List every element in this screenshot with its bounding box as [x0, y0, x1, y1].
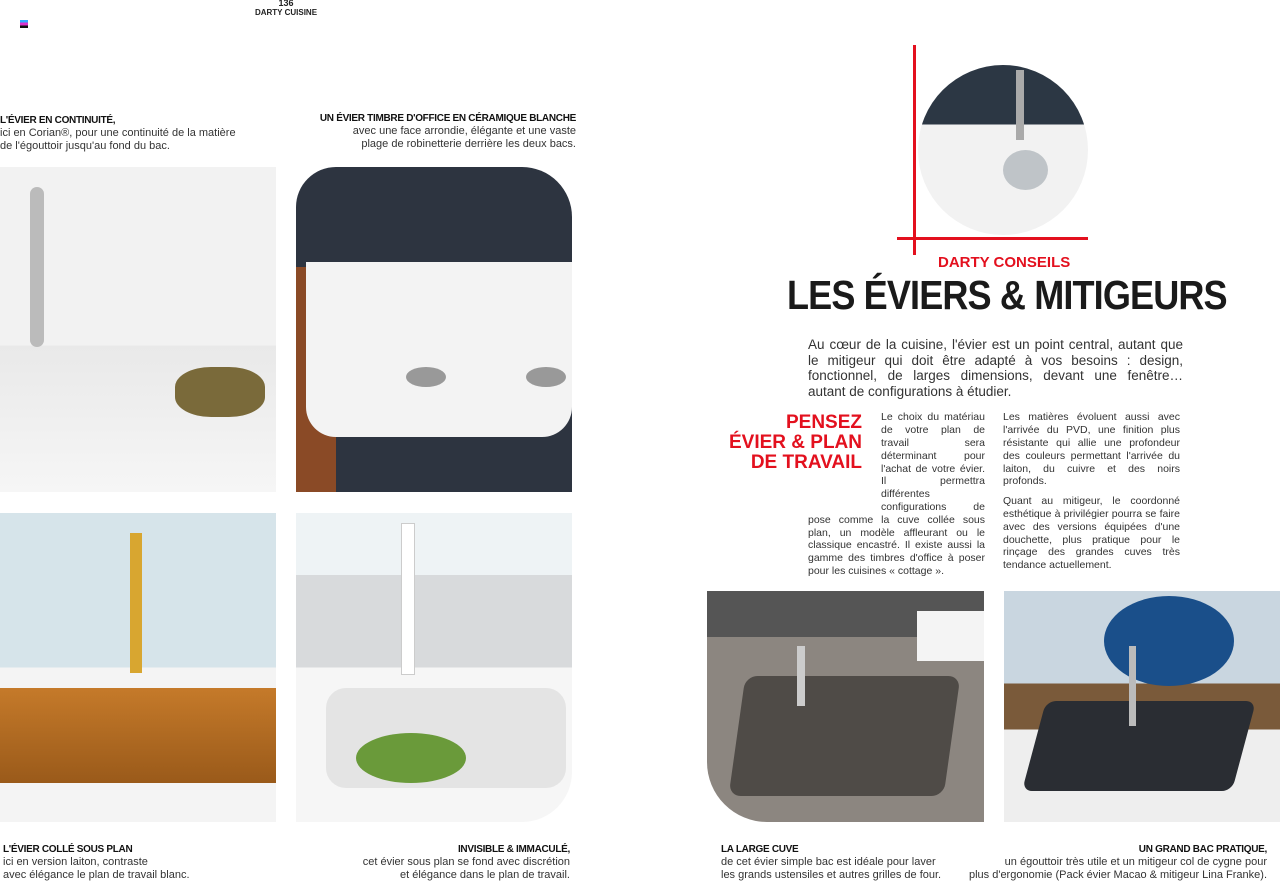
kicker: DARTY CONSEILS — [938, 254, 1071, 271]
column1-bottom: comme la cuve collée sous plan, un modèle affleurant ou le classique encastré. Il existe aussi la gamme des timbres d'office à poser pour les cuisines « cottage ». — [808, 513, 985, 577]
page-number: 136 — [278, 0, 294, 8]
column2 — [1003, 411, 1180, 579]
photo-brass-sink — [0, 513, 276, 822]
column2-paragraph2: Quant au mitigeur, le coordonné esthétique à privilégier pourra se faire avec des versions équipées d'une douchette, plus pratique pour le rinçage des grandes cuves très tendance actuellement. — [1003, 495, 1180, 572]
column2-paragraph1: Les matières évoluent aussi avec l'arrivée du PVD, une finition plus résistante qui allie une profondeur des couleurs permettant l'arrivée du laiton, du cuivre et des noirs profonds. — [1003, 411, 1180, 488]
section-heading: PENSEZ ÉVIER & PLAN DE TRAVAIL — [728, 412, 862, 474]
page-title: LES ÉVIERS & MITIGEURS — [787, 272, 1227, 318]
column1-top: Le choix du matériau de votre plan de travail sera déterminant pour l'achat de votre évier. Il permettra différentes configurations de pose — [808, 411, 985, 526]
caption-invisible: INVISIBLE & IMMACULÉ, cet évier sous plan se fond avec discrétion et élégance dans le plan de travail. — [362, 844, 570, 881]
article-columns — [720, 411, 1183, 579]
photo-dark-sink — [1004, 591, 1280, 822]
caption-large-bowl: LA LARGE CUVE de cet évier simple bac est idéale pour laver les grands ustensiles et autres grilles de four. — [721, 844, 942, 881]
caption-corian: L'ÉVIER EN CONTINUITÉ, ici en Corian®, pour une continuité de la matière de l'égouttoir jusqu'au fond du bac. — [0, 115, 236, 152]
caption-large-practical: UN GRAND BAC PRATIQUE, un égouttoir très utile et un mitigeur col de cygne pour plus d'ergonomie (Pack évier Macao & mitigeur Lina Franke). — [968, 844, 1267, 881]
section-label: DARTY CUISINE — [254, 8, 318, 17]
circle-photo — [918, 65, 1088, 235]
color-bar-icon — [20, 20, 28, 28]
caption-ceramic: UN ÉVIER TIMBRE D'OFFICE EN CÉRAMIQUE BLANCHE avec une face arrondie, élégante et une vaste plage de robinetterie derrière les deux bacs. — [319, 113, 576, 150]
accent-line-vertical — [913, 45, 916, 255]
article-body — [720, 337, 1183, 579]
photo-corian-sink — [0, 167, 276, 492]
column1-float-spacer — [808, 411, 881, 501]
photo-large-sink — [707, 591, 984, 822]
photo-ceramic-sink — [296, 167, 572, 492]
column1 — [808, 411, 985, 579]
caption-brass: L'ÉVIER COLLÉ SOUS PLAN ici en version laiton, contraste avec élégance le plan de travail blanc. — [3, 844, 190, 881]
page-header — [250, 0, 322, 18]
photo-undermount-sink — [296, 513, 572, 822]
accent-line-horizontal — [897, 237, 1088, 240]
intro-paragraph: Au cœur de la cuisine, l'évier est un point central, autant que le mitigeur qui doit être adapté à vos besoins : design, fonctionnel, de larges dimensions, devant une fenêtre… autant de configurations à étudier. — [808, 337, 1183, 399]
